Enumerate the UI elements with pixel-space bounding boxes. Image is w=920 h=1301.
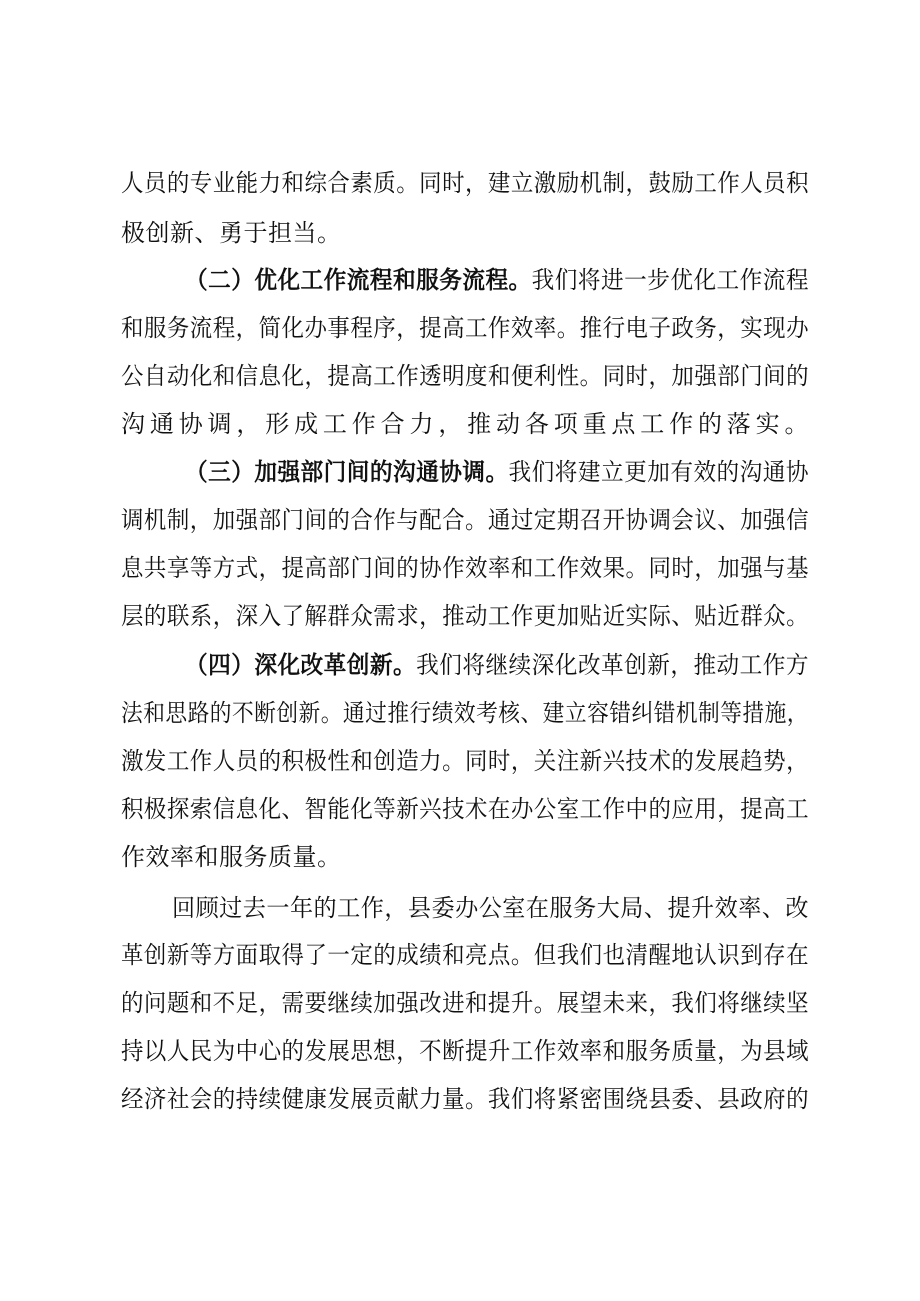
text-line (121, 794, 809, 824)
section-heading: （二）优化工作流程和服务流程。 (185, 265, 532, 294)
body-text: 经济社会的持续健康发展贡献力量。我们将紧密围绕县委、县政府的 (121, 1085, 809, 1113)
body-text: 公自动化和信息化，提高工作透明度和便利性。同时，加强部门间的 (121, 362, 809, 390)
body-text: 作效率和服务质量。 (121, 843, 342, 871)
body-text: 息共享等方式，提高部门间的协作效率和工作效果。同时，加强与基 (121, 554, 809, 582)
text-line (185, 650, 809, 680)
text-line (121, 698, 809, 728)
body-text: 激发工作人员的积极性和创造力。同时，关注新兴技术的发展趋势， (121, 747, 809, 775)
body-text: 法和思路的不断创新。通过推行绩效考核、建立容错纠错机制等措施， (121, 699, 809, 727)
body-text: 的问题和不足，需要继续加强改进和提升。展望未来，我们将继续坚 (121, 989, 809, 1017)
body-text: 和服务流程，简化办事程序，提高工作效率。推行电子政务，实现办 (121, 314, 809, 342)
body-text: 回顾过去一年的工作，县委办公室在服务大局、提升效率、改 (172, 894, 809, 922)
body-text: 沟通协调，形成工作合力，推动各项重点工作的落实。 (121, 410, 814, 438)
text-line (121, 1036, 809, 1066)
text-line (121, 409, 813, 439)
text-line (121, 1084, 809, 1114)
text-line (121, 218, 342, 248)
text-line (185, 457, 809, 487)
body-text: 我们将继续深化改革创新，推动工作方 (416, 651, 809, 679)
text-line (121, 940, 809, 970)
body-text: 积极探索信息化、智能化等新兴技术在办公室工作中的应用，提高工 (121, 795, 809, 823)
body-text: 持以人民为中心的发展思想，不断提升工作效率和服务质量，为县域 (121, 1037, 809, 1065)
text-line (121, 361, 809, 391)
text-line (172, 893, 809, 923)
body-text: 我们将建立更加有效的沟通协 (508, 458, 809, 486)
text-line (121, 746, 809, 776)
body-text: 人员的专业能力和综合素质。同时，建立激励机制，鼓励工作人员积 (121, 169, 809, 197)
text-line (185, 265, 809, 295)
text-line (121, 505, 809, 535)
text-line (121, 601, 809, 631)
body-text: 层的联系，深入了解群众需求，推动工作更加贴近实际、贴近群众。 (121, 602, 809, 630)
body-text: 革创新等方面取得了一定的成绩和亮点。但我们也清醒地认识到存在 (121, 941, 809, 969)
text-line (121, 313, 809, 343)
section-heading: （四）深化改革创新。 (185, 650, 417, 679)
text-line (121, 553, 809, 583)
text-line (121, 988, 809, 1018)
body-text: 调机制，加强部门间的合作与配合。通过定期召开协调会议、加强信 (121, 506, 809, 534)
text-line (121, 842, 342, 872)
section-heading: （三）加强部门间的沟通协调。 (185, 457, 509, 486)
body-text: 我们将进一步优化工作流程 (531, 266, 809, 294)
text-line (121, 168, 809, 198)
body-text: 极创新、勇于担当。 (121, 219, 342, 247)
